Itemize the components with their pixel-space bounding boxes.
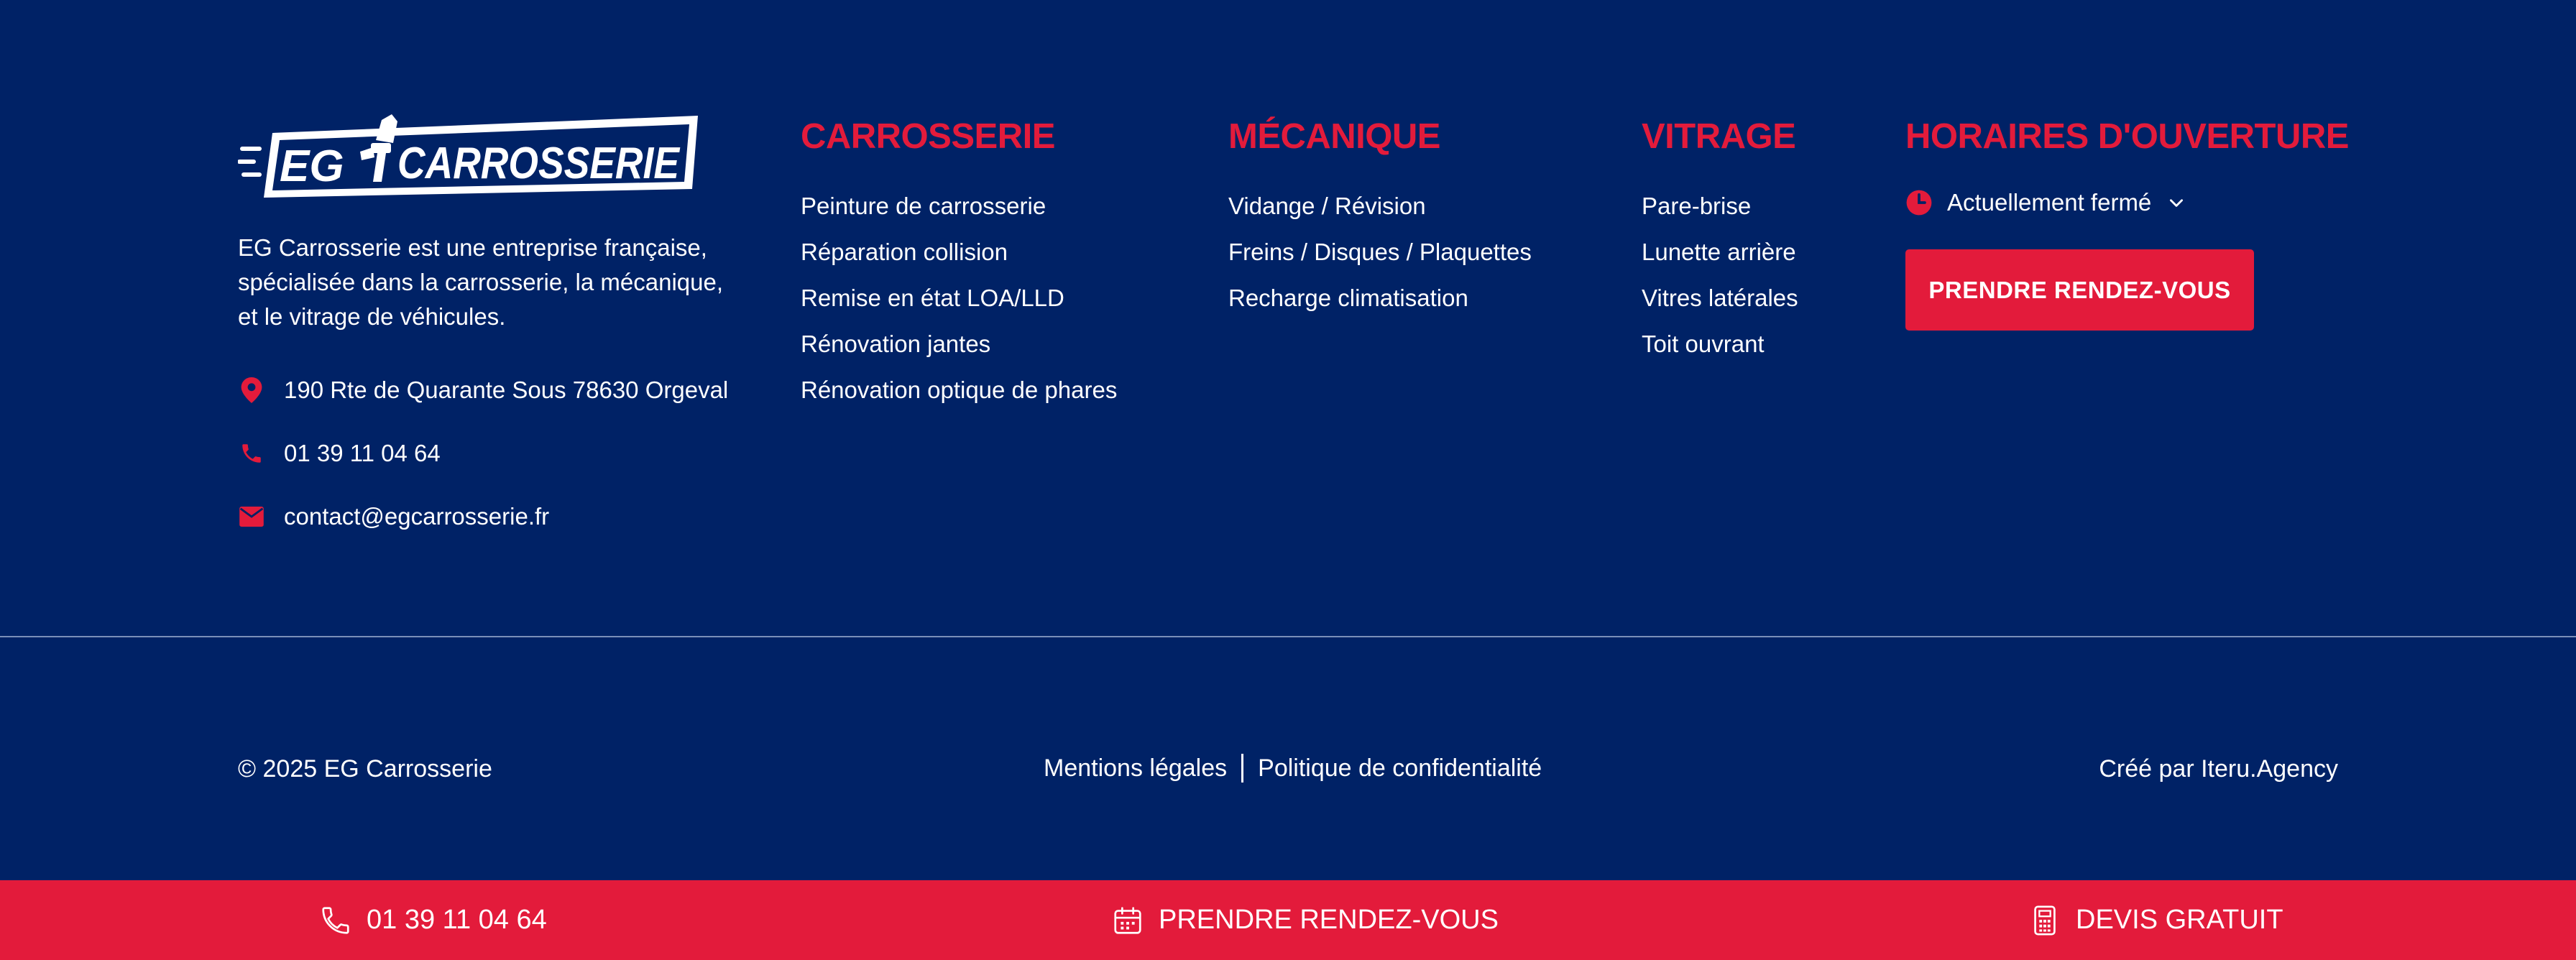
contact-list xyxy=(238,359,741,548)
legal-links xyxy=(1044,751,1542,785)
mail-icon xyxy=(238,503,265,530)
carrosserie-link[interactable]: Peinture de carrosserie xyxy=(801,193,1046,219)
contact-phone[interactable] xyxy=(238,422,741,485)
email-text[interactable]: contact@egcarrosserie.fr xyxy=(284,503,550,530)
logo[interactable] xyxy=(238,111,702,202)
brand-description: EG Carrosserie est une entreprise française, spécialisée dans la carrosserie, la mécanique, et le vitrage de véhicules. xyxy=(238,234,724,330)
privacy-policy-link[interactable]: Politique de confidentialité xyxy=(1258,754,1542,782)
carrosserie-link[interactable]: Rénovation optique de phares xyxy=(801,377,1118,403)
contact-email[interactable] xyxy=(238,485,741,548)
credit xyxy=(2099,755,2338,783)
calculator-icon xyxy=(2028,904,2061,937)
horaires-title: HORAIRES D'OUVERTURE xyxy=(1905,117,2349,156)
carrosserie-links xyxy=(801,183,1117,413)
carrosserie-link[interactable]: Réparation collision xyxy=(801,239,1008,265)
opening-status-dropdown[interactable] xyxy=(1905,182,2349,223)
mecanique-link[interactable]: Recharge climatisation xyxy=(1228,285,1468,311)
clock-icon xyxy=(1905,189,1933,216)
phone-icon xyxy=(238,440,265,467)
mecanique-link[interactable]: Freins / Disques / Plaquettes xyxy=(1228,239,1532,265)
logo-wordmark: CARROSSERIE xyxy=(397,139,681,188)
vitrage-link[interactable]: Toit ouvrant xyxy=(1642,331,1765,357)
call-action-label: 01 39 11 04 64 xyxy=(367,905,547,935)
horaires-column xyxy=(1905,111,2349,331)
appointment-action-button[interactable] xyxy=(1111,880,1499,960)
carrosserie-title: CARROSSERIE xyxy=(801,117,1055,156)
carrosserie-link[interactable]: Rénovation jantes xyxy=(801,331,991,357)
quote-action-label: DEVIS GRATUIT xyxy=(2076,905,2283,935)
carrosserie-link[interactable]: Remise en état LOA/LLD xyxy=(801,285,1064,311)
calendar-icon xyxy=(1111,904,1144,937)
credit-prefix: Créé par xyxy=(2099,755,2194,783)
phone-text[interactable]: 01 39 11 04 64 xyxy=(284,440,441,466)
sticky-action-bar xyxy=(0,880,2576,960)
brand-column xyxy=(238,111,741,548)
logo-prefix: EG xyxy=(280,142,344,191)
mecanique-links xyxy=(1228,183,1532,321)
appointment-action-label: PRENDRE RENDEZ-VOUS xyxy=(1159,905,1499,935)
mecanique-title: MÉCANIQUE xyxy=(1228,117,1440,156)
vitrage-link[interactable]: Lunette arrière xyxy=(1642,239,1796,265)
map-pin-icon xyxy=(238,377,265,404)
vitrage-column xyxy=(1642,111,1798,379)
vitrage-link[interactable]: Vitres latérales xyxy=(1642,285,1798,311)
vitrage-links xyxy=(1642,183,1798,367)
legal-notice-link[interactable]: Mentions légales xyxy=(1044,754,1228,782)
quote-action-button[interactable] xyxy=(2028,880,2283,960)
agency-link[interactable]: Iteru.Agency xyxy=(2201,755,2338,783)
call-action-button[interactable] xyxy=(319,880,547,960)
mecanique-link[interactable]: Vidange / Révision xyxy=(1228,193,1426,219)
opening-status-text: Actuellement fermé xyxy=(1947,189,2152,216)
footer-legal-bar xyxy=(0,637,2576,880)
chevron-down-icon xyxy=(2167,193,2186,212)
carrosserie-column xyxy=(801,111,1117,425)
legal-separator xyxy=(1241,754,1243,783)
vitrage-link[interactable]: Pare-brise xyxy=(1642,193,1752,219)
vitrage-title: VITRAGE xyxy=(1642,117,1796,156)
phone-icon xyxy=(319,904,352,937)
address-text: 190 Rte de Quarante Sous 78630 Orgeval xyxy=(284,377,729,403)
mecanique-column xyxy=(1228,111,1532,333)
book-appointment-button[interactable]: PRENDRE RENDEZ-VOUS xyxy=(1905,249,2254,331)
contact-address xyxy=(238,359,741,422)
copyright: © 2025 EG Carrosserie xyxy=(238,755,492,783)
